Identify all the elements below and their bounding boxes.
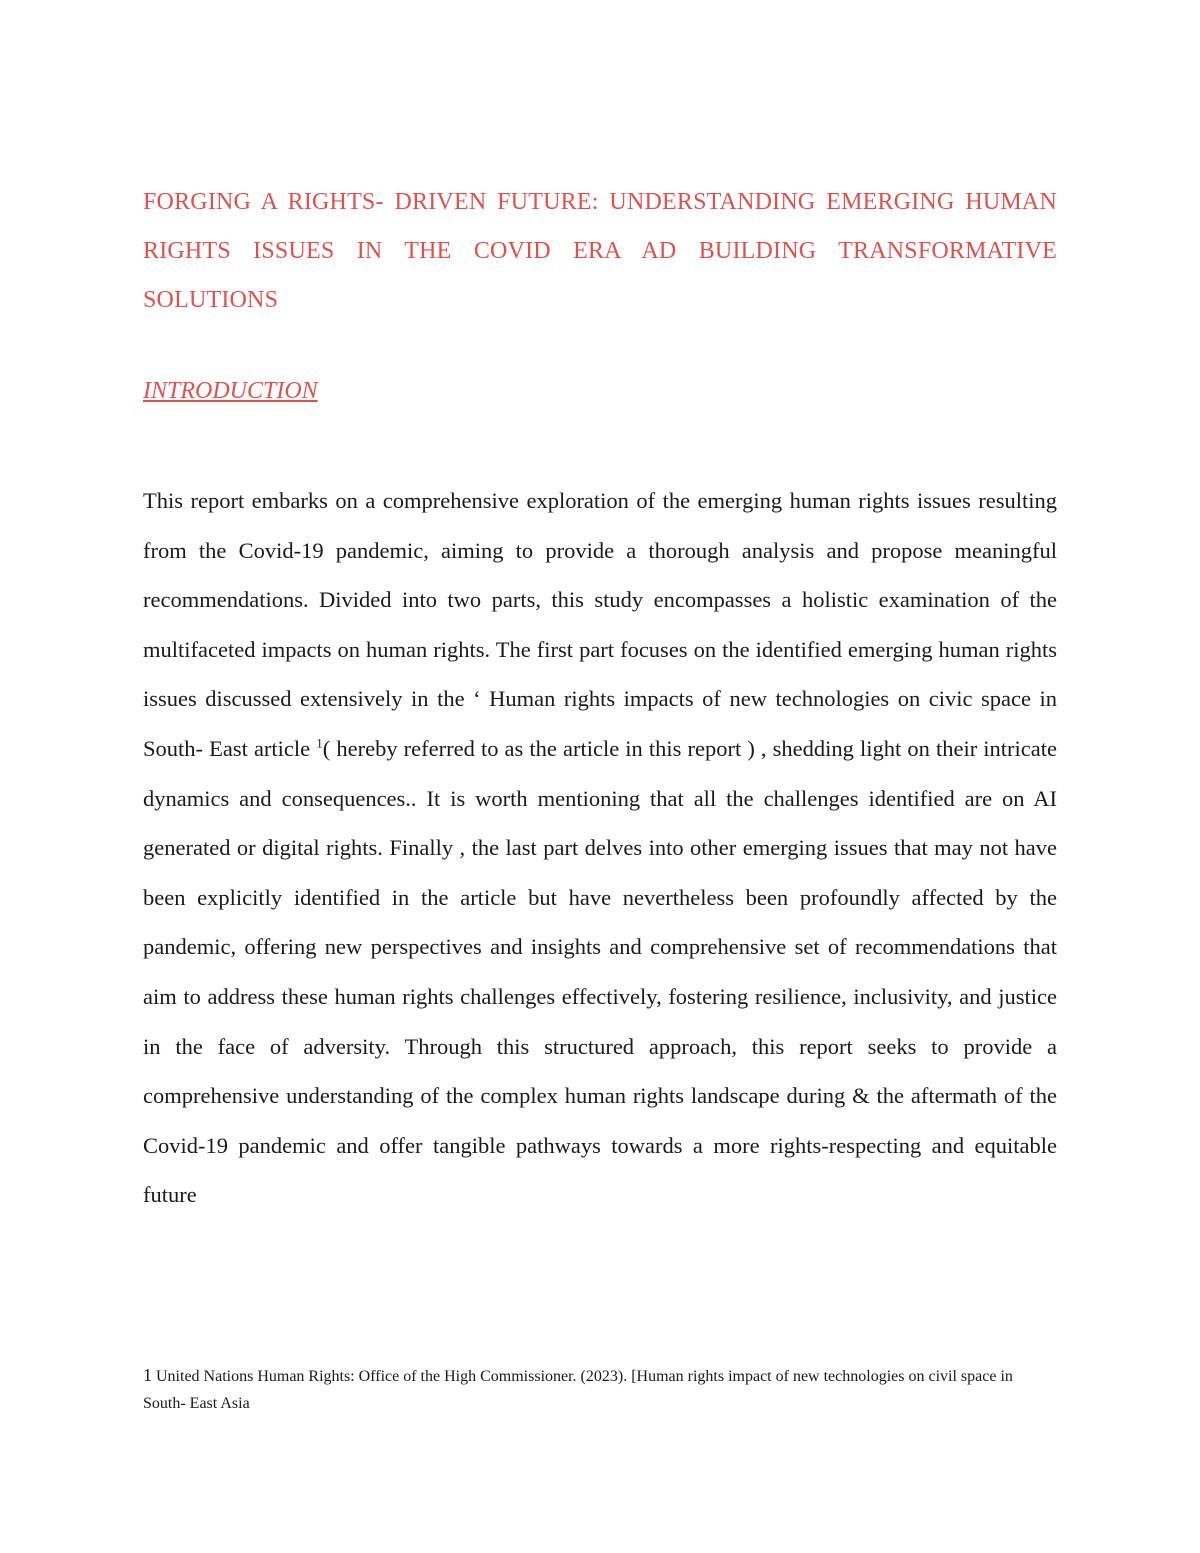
paragraph-text-part1: This report embarks on a comprehensive exploration of the emerging human rights issues resulting from the Covid-19 pandemic, aiming to provide a thorough analysis and propose meaningful recommendations. Divided into two parts, this study encompasses a holistic examination of the multifaceted impacts on human rights. The first part focuses on the identified emerging human rights issues discussed extensively in the ‘ Human rights impacts of new technologies on civic space in South- East article <box>143 488 1057 761</box>
paragraph-text-part2: ( hereby referred to as the article in this report ) , shedding light on their intricate dynamics and consequences.. It is worth mentioning that all the challenges identified are on AI generated or digital rights. Finally , the last part delves into other emerging issues that may not have been explicitly identified in the article but have nevertheless been profoundly affected by the pandemic, offering new perspectives and insights and comprehensive set of recommendations that aim to address these human rights challenges effectively, fostering resilience, inclusivity, and justice in the face of adversity. Through this structured approach, this report seeks to provide a comprehensive understanding of the complex human rights landscape during & the aftermath of the Covid-19 pandemic and offer tangible pathways towards a more rights-respecting and equitable future <box>143 735 1057 1208</box>
introduction-paragraph <box>143 476 1057 1220</box>
footnote-reference[interactable]: 1 <box>316 735 323 751</box>
section-heading-introduction: INTRODUCTION <box>143 378 318 404</box>
footnote-number: 1 <box>143 1365 152 1385</box>
footnote <box>143 1362 1057 1417</box>
footnote-text: United Nations Human Rights: Office of the High Commissioner. (2023). [Human rights impact of new technologies on civil space in South- East Asia <box>143 1368 1013 1412</box>
document-title: FORGING A RIGHTS- DRIVEN FUTURE: UNDERSTANDING EMERGING HUMAN RIGHTS ISSUES IN THE COVID ERA AD BUILDING TRANSFORMATIVE SOLUTIONS <box>143 189 1057 313</box>
